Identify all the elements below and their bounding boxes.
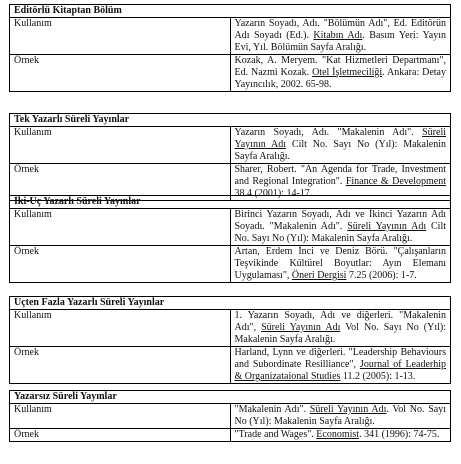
underlined-title-run: Otel İşletmeciliği (312, 67, 383, 78)
text-run: 1. Yazarın Soyadı, Adı ve diğerleri. "Makalenin Adı", (234, 310, 446, 333)
section-title-row (10, 391, 451, 404)
underlined-title-run: Öneri Dergisi (291, 270, 347, 281)
usage-text (230, 209, 451, 246)
text-run: Yazarın Soyadı, Adı. "Makalenin Adı". (234, 127, 423, 138)
underlined-title-run: Journal of Leaderhip & Organizataional Studies (234, 359, 446, 382)
usage-label: Kullanım (10, 310, 231, 347)
example-text (230, 347, 451, 384)
section-table-single-author-periodical (9, 113, 451, 201)
section-table-chapter-in-edited-book (9, 4, 451, 92)
text-run: . Vol No. Sayı No (Yıl): Makalenin Sayfa Aralığı. (234, 404, 446, 427)
underlined-title-run: Süreli Yayının Adı (261, 322, 341, 333)
text-run: . 341 (1996): 74-75. (359, 429, 440, 440)
underlined-title-run: Finance & Development (345, 176, 446, 187)
section-title: Üçten Fazla Yazarlı Süreli Yayınlar (10, 297, 451, 310)
usage-text (230, 18, 451, 55)
section-title: İki-Üç Yazarlı Süreli Yayınlar (10, 196, 451, 209)
text-run: Sharer, Robert. "An Agenda for Trade, Investment and Regional Integration". (234, 164, 446, 187)
text-run: Harland, Lynn ve diğerleri. "Leadership Behaviours and Subordinate Resilliance", (234, 347, 446, 370)
text-run: Birinci Yazarın Soyadı, Adı ve İkinci Yazarın Adı Soyadı. "Makalenin Adı". (234, 209, 446, 232)
text-run: "Trade and Wages". (234, 429, 317, 440)
usage-row (10, 127, 451, 164)
usage-text (230, 404, 451, 429)
example-row (10, 246, 451, 283)
section-title: Editörlü Kitaptan Bölüm (10, 5, 451, 18)
example-row (10, 347, 451, 384)
underlined-title-run: Süreli Yayının Adı (309, 404, 387, 415)
usage-row (10, 404, 451, 429)
text-run: 11.2 (2005): 1-13. (340, 371, 416, 382)
underlined-title-run: Süreli Yayının Adı (234, 127, 446, 150)
example-text (230, 246, 451, 283)
text-run: Vol No. Sayı No (Yıl): Makalenin Sayfa Aralığı. (234, 322, 446, 345)
section-title-row (10, 196, 451, 209)
example-text (230, 55, 451, 92)
example-text (230, 429, 451, 442)
example-label: Örnek (10, 164, 231, 201)
text-run: . Basım Yeri: Yayın Evi, Yıl. Bölümün Sayfa Aralığı. (234, 30, 446, 53)
section-title: Tek Yazarlı Süreli Yayınlar (10, 114, 451, 127)
usage-row (10, 209, 451, 246)
section-title-row (10, 114, 451, 127)
section-title: Yazarsız Süreli Yayınlar (10, 391, 451, 404)
example-label: Örnek (10, 429, 231, 442)
usage-row (10, 18, 451, 55)
underlined-title-run: Economist (316, 429, 360, 440)
example-label: Örnek (10, 347, 231, 384)
section-title-row (10, 297, 451, 310)
section-table-anonymous-periodical (9, 390, 451, 442)
example-label: Örnek (10, 55, 231, 92)
usage-text (230, 127, 451, 164)
example-row (10, 429, 451, 442)
usage-label: Kullanım (10, 404, 231, 429)
section-title-row (10, 5, 451, 18)
text-run: Cilt No. Sayı No (Yıl): Makalenin Sayfa Aralığı. (234, 139, 446, 162)
section-table-multi-author-periodical (9, 296, 451, 384)
text-run: 7.25 (2006): 1-7. (346, 270, 417, 281)
text-run: 38.4 (2001): 14-17. (234, 188, 313, 199)
usage-label: Kullanım (10, 127, 231, 164)
example-label: Örnek (10, 246, 231, 283)
text-run: Artan, Erdem İnci ve Deniz Börü. "Çalışanların Teşvikinde Kültürel Boyutlar: Ayın Elemanı Uygulaması", (234, 246, 446, 281)
usage-text (230, 310, 451, 347)
underlined-title-run: Kitabın Adı (313, 30, 363, 41)
text-run: "Makalenin Adı". (234, 404, 310, 415)
example-row (10, 55, 451, 92)
usage-label: Kullanım (10, 209, 231, 246)
section-table-two-three-author-periodical (9, 195, 451, 283)
text-run: Kozak, A. Meryem. "Kat Hizmetleri Departmanı", Ed. Nazmi Kozak. (234, 55, 446, 78)
text-run: Yazarın Soyadı, Adı. "Bölümün Adı", Ed. Editörün Adı Soyadı (Ed.). (234, 18, 446, 41)
underlined-title-run: Süreli Yayının Adı (347, 221, 427, 232)
usage-row (10, 310, 451, 347)
usage-label: Kullanım (10, 18, 231, 55)
text-run: . Ankara: Detay Yayıncılık, 2002. 65-98. (234, 67, 446, 90)
text-run: Cilt No. Sayı No (Yıl): Makalenin Sayfa Aralığı. (234, 221, 447, 244)
